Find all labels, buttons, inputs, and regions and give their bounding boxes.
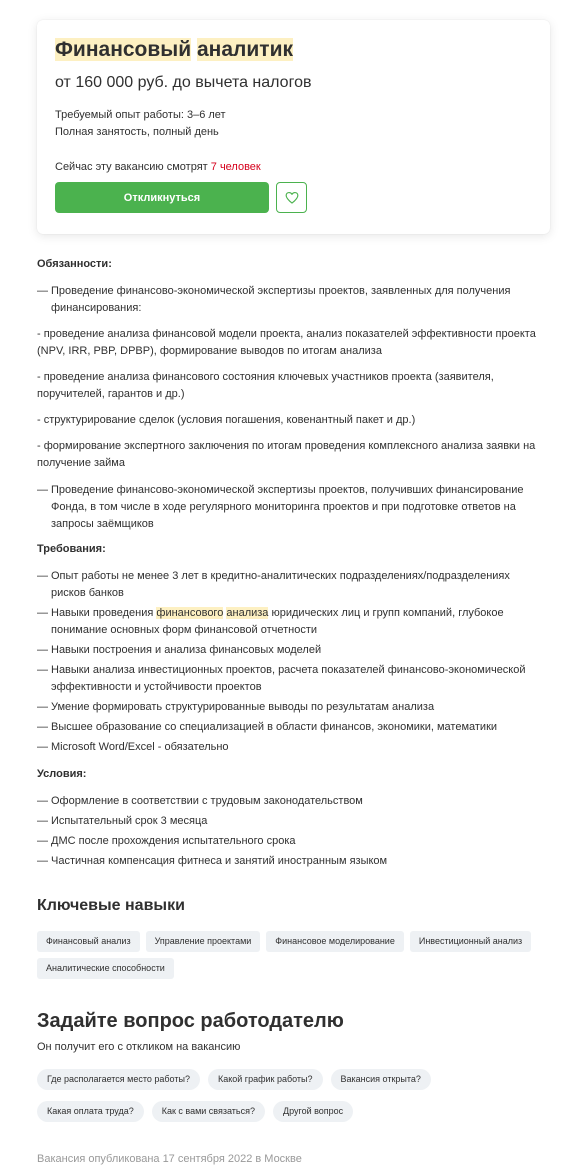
vacancy-watching-prefix: Сейчас эту вакансию смотрят [55, 161, 211, 173]
question-chip[interactable]: Как с вами связаться? [152, 1101, 265, 1122]
condition-item: — ДМС после прохождения испытательного срока [37, 833, 547, 850]
duties-list-2 [37, 482, 547, 533]
requirement-item: — Опыт работы не менее 3 лет в кредитно-аналитических подразделениях/подразделениях рисков банков [37, 568, 547, 602]
duty-paragraph: - формирование экспертного заключения по итогам проведения комплексного анализа заявки на получение займа [37, 440, 536, 469]
duties-title: Обязанности: [37, 258, 112, 270]
question-chips [37, 1069, 477, 1122]
requirement-item: — Умение формировать структурированные выводы по результатам анализа [37, 699, 547, 716]
duties-list [37, 283, 547, 317]
vacancy-title-word-1: Финансовый [55, 38, 192, 61]
vacancy-watching-count: 7 человек [210, 161, 261, 173]
vacancy-experience: Требуемый опыт работы: 3–6 лет [55, 109, 226, 121]
skill-tag: Инвестиционный анализ [410, 931, 531, 952]
conditions-title: Условия: [37, 768, 87, 780]
requirement-item: — Навыки построения и анализа финансовых моделей [37, 642, 547, 659]
ask-employer-subtitle: Он получит его с откликом на вакансию [37, 1041, 241, 1053]
requirements-list [37, 568, 547, 756]
ask-employer-title: Задайте вопрос работодателю [37, 1010, 344, 1032]
vacancy-header-card [37, 20, 550, 234]
requirement-highlight: анализа [226, 607, 269, 619]
skill-tag: Управление проектами [146, 931, 261, 952]
skill-tag: Аналитические способности [37, 958, 174, 979]
question-chip[interactable]: Какая оплата труда? [37, 1101, 144, 1122]
vacancy-watching [55, 161, 261, 173]
vacancy-description [37, 256, 547, 870]
duty-paragraph: - проведение анализа финансового состояния ключевых участников проекта (заявителя, поручителей, гарантов и др.) [37, 371, 494, 400]
requirement-item: — Навыки анализа инвестиционных проектов, расчета показателей финансово-экономической эффективности и устойчивости проектов [37, 662, 547, 696]
apply-button[interactable]: Откликнуться [55, 182, 269, 213]
requirement-text: Навыки проведения [51, 607, 157, 619]
question-chip[interactable]: Вакансия открыта? [331, 1069, 431, 1090]
vacancy-title-word-2: аналитик [197, 38, 293, 61]
published-info: Вакансия опубликована 17 сентября 2022 в Москве [37, 1153, 302, 1165]
skill-tag: Финансовое моделирование [266, 931, 404, 952]
requirement-item: — Высшее образование со специализацией в области финансов, экономики, математики [37, 719, 547, 736]
duty-item: — Проведение финансово-экономической экспертизы проектов, получивших финансирование Фонда, в том числе в ходе регулярного мониторинга проектов и при подготовке ответов на запросы заёмщиков [37, 482, 547, 533]
question-chip[interactable]: Где располагается место работы? [37, 1069, 200, 1090]
skills-title: Ключевые навыки [37, 897, 185, 914]
duty-item: — Проведение финансово-экономической экспертизы проектов, заявленных для получения финансирования: [37, 283, 547, 317]
vacancy-employment: Полная занятость, полный день [55, 126, 219, 138]
skills-list [37, 931, 547, 979]
requirement-text: юридических лиц и групп компаний, глубокое понимание основных форм финансовой отчетности [51, 607, 504, 636]
condition-item: — Оформление в соответствии с трудовым законодательством [37, 793, 547, 810]
question-chip[interactable]: Какой график работы? [208, 1069, 323, 1090]
requirement-item: — Microsoft Word/Excel - обязательно [37, 739, 547, 756]
duty-paragraph: - проведение анализа финансовой модели проекта, анализ показателей эффективности проекта (NPV, IRR, PBP, DPBP), формирование выводов по итогам анализа [37, 328, 536, 357]
vacancy-title [55, 38, 293, 62]
vacancy-salary: от 160 000 руб. до вычета налогов [55, 74, 312, 91]
condition-item: — Испытательный срок 3 месяца [37, 813, 547, 830]
skill-tag: Финансовый анализ [37, 931, 140, 952]
requirement-item [37, 605, 547, 639]
requirements-title: Требования: [37, 543, 106, 555]
condition-item: — Частичная компенсация фитнеса и занятий иностранным языком [37, 853, 547, 870]
favorite-button[interactable] [276, 182, 307, 213]
conditions-list [37, 793, 547, 870]
question-chip[interactable]: Другой вопрос [273, 1101, 353, 1122]
requirement-highlight: финансового [156, 607, 224, 619]
heart-icon [285, 191, 299, 204]
duty-paragraph: - структурирование сделок (условия погашения, ковенантный пакет и др.) [37, 414, 416, 426]
